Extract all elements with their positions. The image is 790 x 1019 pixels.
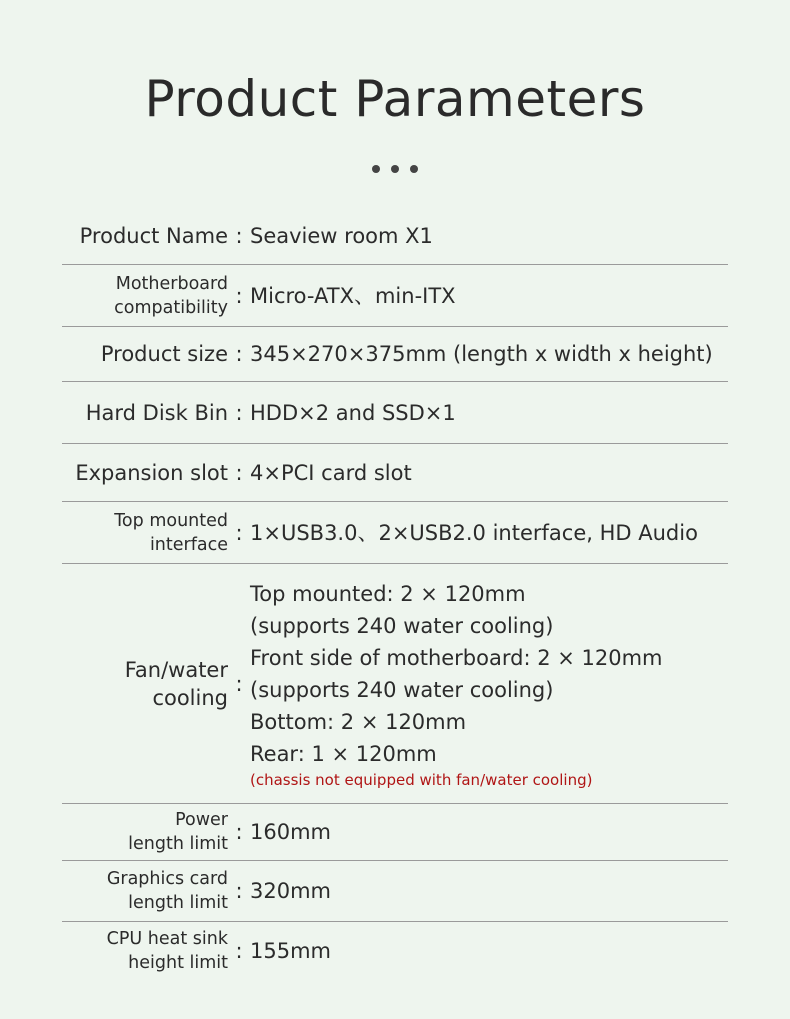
parameters-table [62, 208, 728, 980]
param-label: Power length limit [128, 810, 228, 854]
row-product-size [62, 327, 728, 382]
dot-icon [372, 165, 380, 173]
param-label: Product size [100, 342, 228, 366]
row-fan-water-cooling [62, 564, 728, 804]
colon: : [235, 283, 243, 308]
colon: : [235, 879, 243, 903]
colon: : [235, 520, 243, 545]
param-value: Micro-ATX、min-ITX [250, 283, 456, 308]
row-motherboard-compatibility [62, 265, 728, 327]
dot-icon [391, 165, 399, 173]
colon: : [235, 671, 243, 696]
param-value: HDD×2 and SSD×1 [250, 400, 456, 425]
param-label: Product Name [79, 224, 228, 248]
cooling-note: (chassis not equipped with fan/water cooling) [250, 770, 593, 789]
row-top-mounted-interface [62, 502, 728, 564]
param-value: 345×270×375mm (length x width x height) [250, 342, 713, 366]
dot-icon [410, 165, 418, 173]
param-label: Motherboard compatibility [114, 273, 228, 318]
param-value: 4×PCI card slot [250, 460, 412, 485]
param-label: Expansion slot [75, 460, 228, 485]
row-graphics-card-length-limit [62, 861, 728, 922]
param-value: 320mm [250, 879, 331, 903]
colon: : [235, 400, 243, 425]
decorative-dots [0, 165, 790, 173]
param-label: Top mounted interface [114, 510, 228, 555]
param-label: Graphics card length limit [106, 869, 228, 913]
param-label: Fan/water cooling [124, 657, 228, 710]
colon: : [235, 460, 243, 485]
param-value: Top mounted: 2 × 120mm (supports 240 water cooling) Front side of motherboard: 2 × 120mm (supports 240 water cooling) Bottom: 2 × 120mm Rear: 1 × 120mm (chassis not equipped with fan/water cooling) [250, 578, 728, 790]
page-title: Product Parameters [144, 70, 646, 128]
row-product-name [62, 208, 728, 265]
row-power-length-limit [62, 804, 728, 861]
param-value: 155mm [250, 939, 331, 963]
row-cpu-heat-sink-height-limit [62, 922, 728, 980]
param-label: Hard Disk Bin [85, 400, 228, 425]
param-value: 1×USB3.0、2×USB2.0 interface, HD Audio [250, 520, 698, 545]
row-hard-disk-bin [62, 382, 728, 444]
colon: : [235, 224, 243, 248]
row-expansion-slot [62, 444, 728, 502]
colon: : [235, 939, 243, 963]
param-value: Seaview room X1 [250, 224, 433, 248]
colon: : [235, 820, 243, 844]
param-value: 160mm [250, 820, 331, 844]
param-label: CPU heat sink height limit [106, 929, 228, 973]
colon: : [235, 342, 243, 366]
